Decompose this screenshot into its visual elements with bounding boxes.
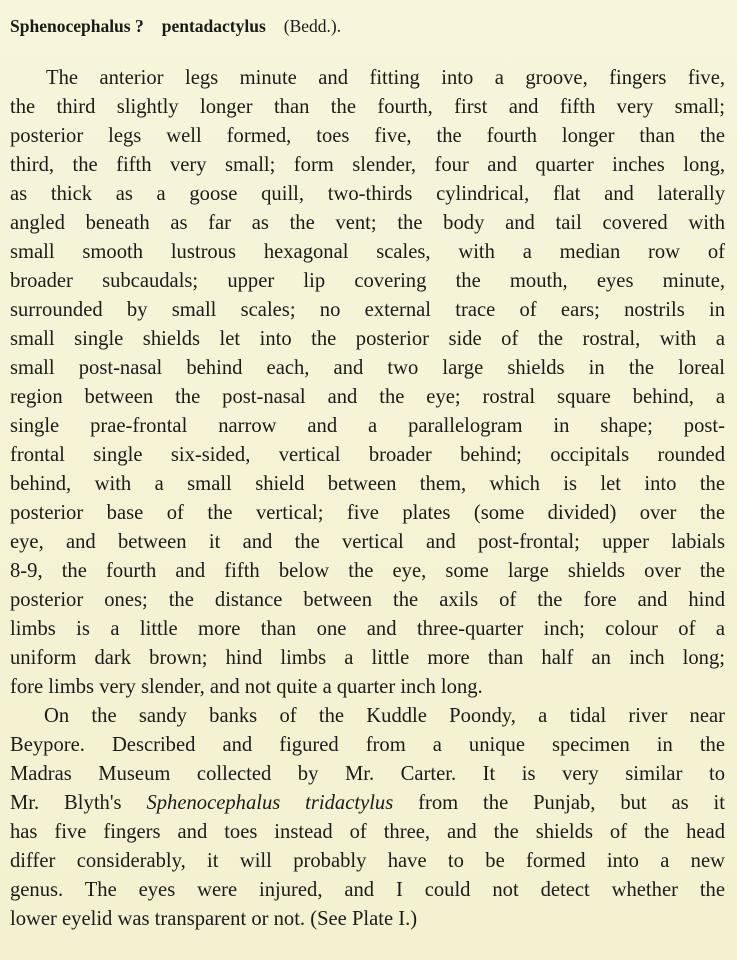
text-line: genus. The eyes were injured, and I could not detect whether the [10, 879, 725, 901]
text-line: lower eyelid was transparent or not. (See Plate I.) [10, 908, 418, 930]
text-line: region between the post-nasal and the eye; rostral square behind, a [10, 386, 725, 408]
text-line: On the sandy banks of the Kuddle Poondy, a tidal river near [44, 705, 725, 727]
species-italic: Sphenocephalus tridactylus [146, 792, 394, 814]
text-line: as thick as a goose quill, two-thirds cylindrical, flat and laterally [10, 183, 725, 205]
text-line: eye, and between it and the vertical and post-frontal; upper labials [10, 531, 725, 553]
text-line: posterior legs well formed, toes five, the fourth longer than the [10, 125, 725, 147]
text-line: The anterior legs minute and fitting into a groove, fingers five, [46, 67, 725, 89]
text-line: posterior ones; the distance between the axils of the fore and hind [10, 589, 725, 611]
locality-paragraph [10, 702, 725, 934]
author-citation: (Bedd.). [283, 16, 342, 36]
text-line: uniform dark brown; hind limbs a little more than half an inch long; [10, 647, 725, 669]
text-line: differ considerably, it will probably have to be formed into a new [10, 850, 725, 872]
text-segment: Mr. Blyth's [10, 792, 122, 814]
description-paragraph [10, 64, 725, 702]
text-line: Madras Museum collected by Mr. Carter. It is very similar to [10, 763, 725, 785]
text-line: frontal single six-sided, vertical broader behind; occipitals rounded [10, 444, 725, 466]
text-line: posterior base of the vertical; five plates (some divided) over the [10, 502, 725, 524]
genus-name: Sphenocephalus ? [10, 16, 144, 36]
text-line: behind, with a small shield between them, which is let into the [10, 473, 725, 495]
text-line: third, the fifth very small; form slender, four and quarter inches long, [10, 154, 725, 176]
text-line: broader subcaudals; upper lip covering the mouth, eyes minute, [10, 270, 725, 292]
text-line: small smooth lustrous hexagonal scales, with a median row of [10, 241, 725, 263]
text-line: 8-9, the fourth and fifth below the eye, some large shields over the [10, 560, 725, 582]
text-line: single prae-frontal narrow and a parallelogram in shape; post- [10, 415, 725, 437]
text-line: small post-nasal behind each, and two large shields in the loreal [10, 357, 725, 379]
text-line: fore limbs very slender, and not quite a quarter inch long. [10, 676, 483, 698]
text-line: has five fingers and toes instead of three, and the shields of the head [10, 821, 725, 843]
text-line: Beypore. Described and figured from a unique specimen in the [10, 734, 725, 756]
text-line: surrounded by small scales; no external trace of ears; nostrils in [10, 299, 725, 321]
text-line: the third slightly longer than the fourth, first and fifth very small; [10, 96, 725, 118]
text-line: small single shields let into the posterior side of the rostral, with a [10, 328, 725, 350]
text-line: limbs is a little more than one and three-quarter inch; colour of a [10, 618, 725, 640]
text-line-with-italic [10, 789, 725, 818]
species-name: pentadactylus [161, 16, 266, 36]
text-line: angled beneath as far as the vent; the body and tail covered with [10, 212, 725, 234]
species-heading [10, 14, 725, 38]
text-segment: from the Punjab, but as it [418, 792, 725, 814]
